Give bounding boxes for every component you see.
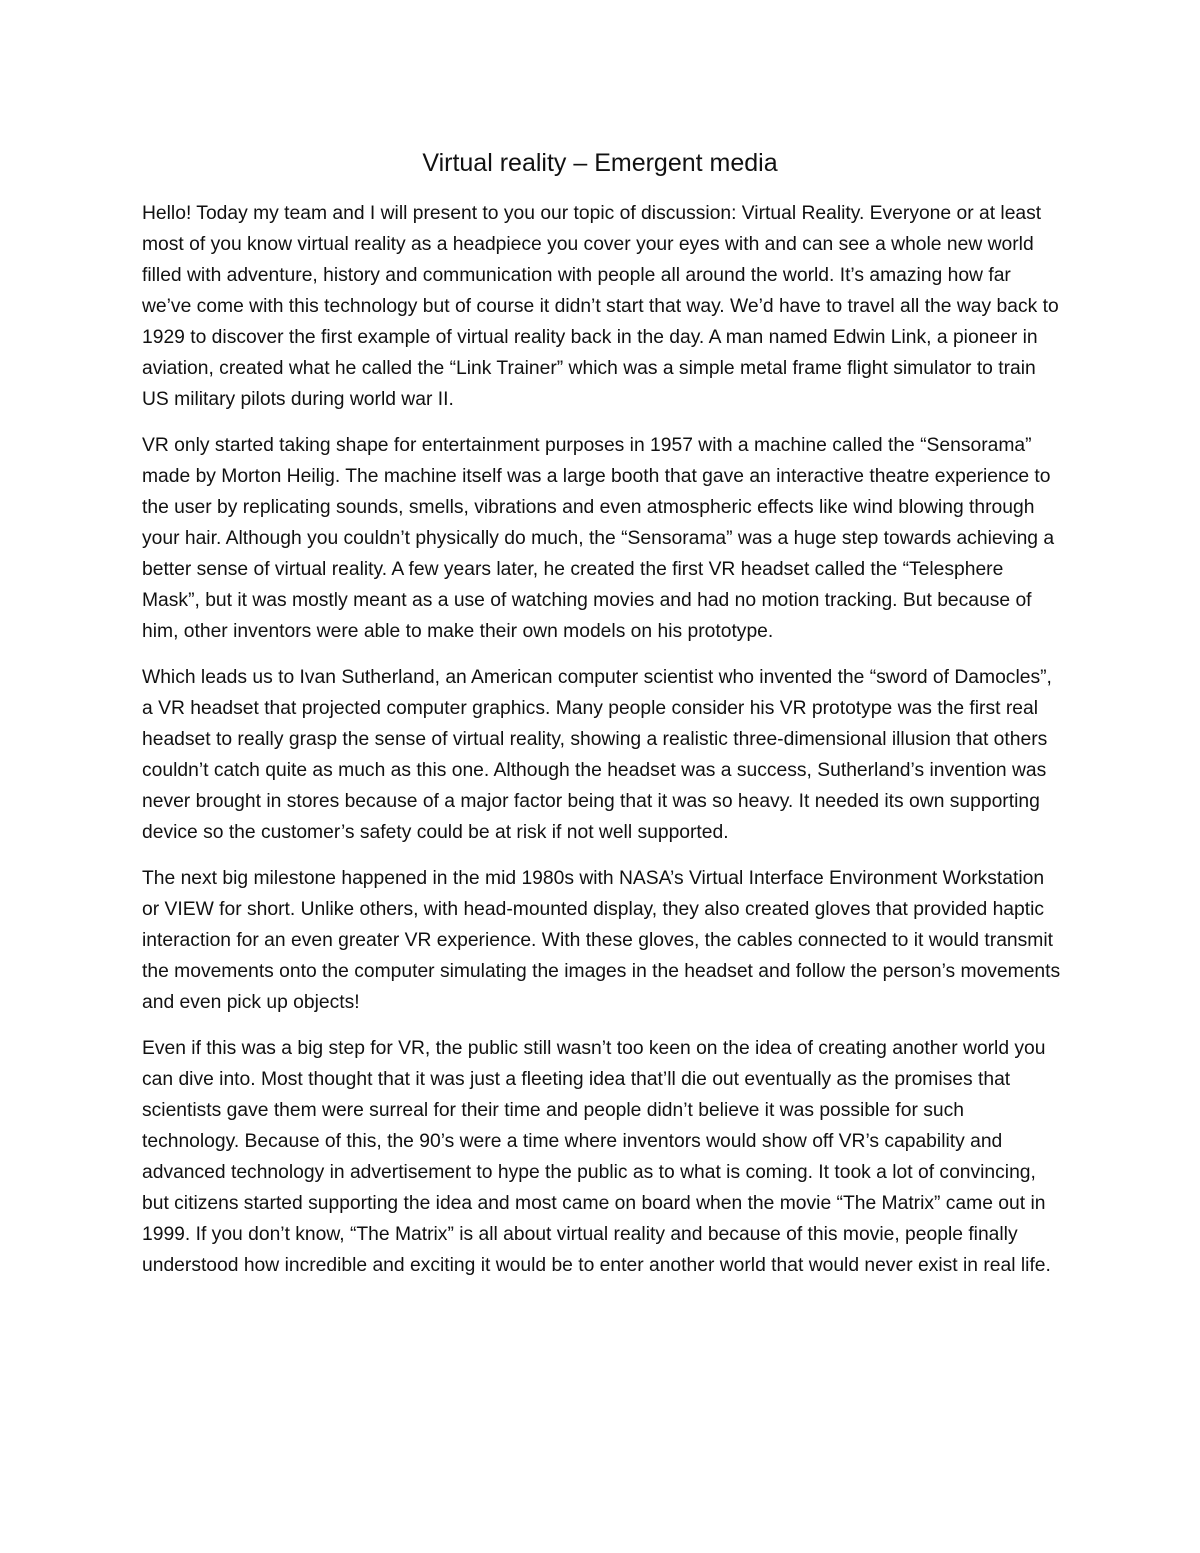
- document-title: Virtual reality – Emergent media: [422, 149, 778, 177]
- paragraph-2: VR only started taking shape for entertainment purposes in 1957 with a machine called the “Sensorama” made by Morton Heilig. The machine itself was a large booth that gave an interactive theatre experience to the user by replicating sounds, smells, vibrations and even atmospheric effects like wind blowing through your hair. Although you couldn’t physically do much, the “Sensorama” was a huge step towards achieving a better sense of virtual reality. A few years later, he created the first VR headset called the “Telesphere Mask”, but it was mostly meant as a use of watching movies and had no motion tracking. But because of him, other inventors were able to make their own models on his prototype.: [142, 435, 1055, 642]
- paragraph-4: The next big milestone happened in the mid 1980s with NASA’s Virtual Interface Environment Workstation or VIEW for short. Unlike others, with head-mounted display, they also created gloves that provided haptic interaction for an even greater VR experience. With these gloves, the cables connected to it would transmit the movements onto the computer simulating the images in the headset and follow the person’s movements and even pick up objects!: [142, 868, 1061, 1013]
- paragraph-5: Even if this was a big step for VR, the public still wasn’t too keen on the idea of creating another world you can dive into. Most thought that it was just a fleeting idea that’ll die out eventually as the promises that scientists gave them were surreal for their time and people didn’t believe it was possible for such technology. Because of this, the 90’s were a time where inventors would show off VR’s capability and advanced technology in advertisement to hype the public as to what is coming. It took a lot of convincing, but citizens started supporting the idea and most came on board when the movie “The Matrix” came out in 1999. If you don’t know, “The Matrix” is all about virtual reality and because of this movie, people finally understood how incredible and exciting it would be to enter another world that would never exist in real life.: [142, 1038, 1051, 1276]
- paragraph-3: Which leads us to Ivan Sutherland, an American computer scientist who invented the “sword of Damocles”, a VR headset that projected computer graphics. Many people consider his VR prototype was the first real headset to really grasp the sense of virtual reality, showing a realistic three-dimensional illusion that others couldn’t catch quite as much as this one. Although the headset was a success, Sutherland’s invention was never brought in stores because of a major factor being that it was so heavy. It needed its own supporting device so the customer’s safety could be at risk if not well supported.: [142, 667, 1052, 843]
- paragraph-1: Hello! Today my team and I will present to you our topic of discussion: Virtual Reality. Everyone or at least most of you know virtual reality as a headpiece you cover your eyes with and can see a whole new world filled with adventure, history and communication with people all around the world. It’s amazing how far we’ve come with this technology but of course it didn’t start that way. We’d have to travel all the way back to 1929 to discover the first example of virtual reality back in the day. A man named Edwin Link, a pioneer in aviation, created what he called the “Link Trainer” which was a simple metal frame flight simulator to train US military pilots during world war II.: [142, 203, 1059, 410]
- document-body: [142, 198, 1062, 1296]
